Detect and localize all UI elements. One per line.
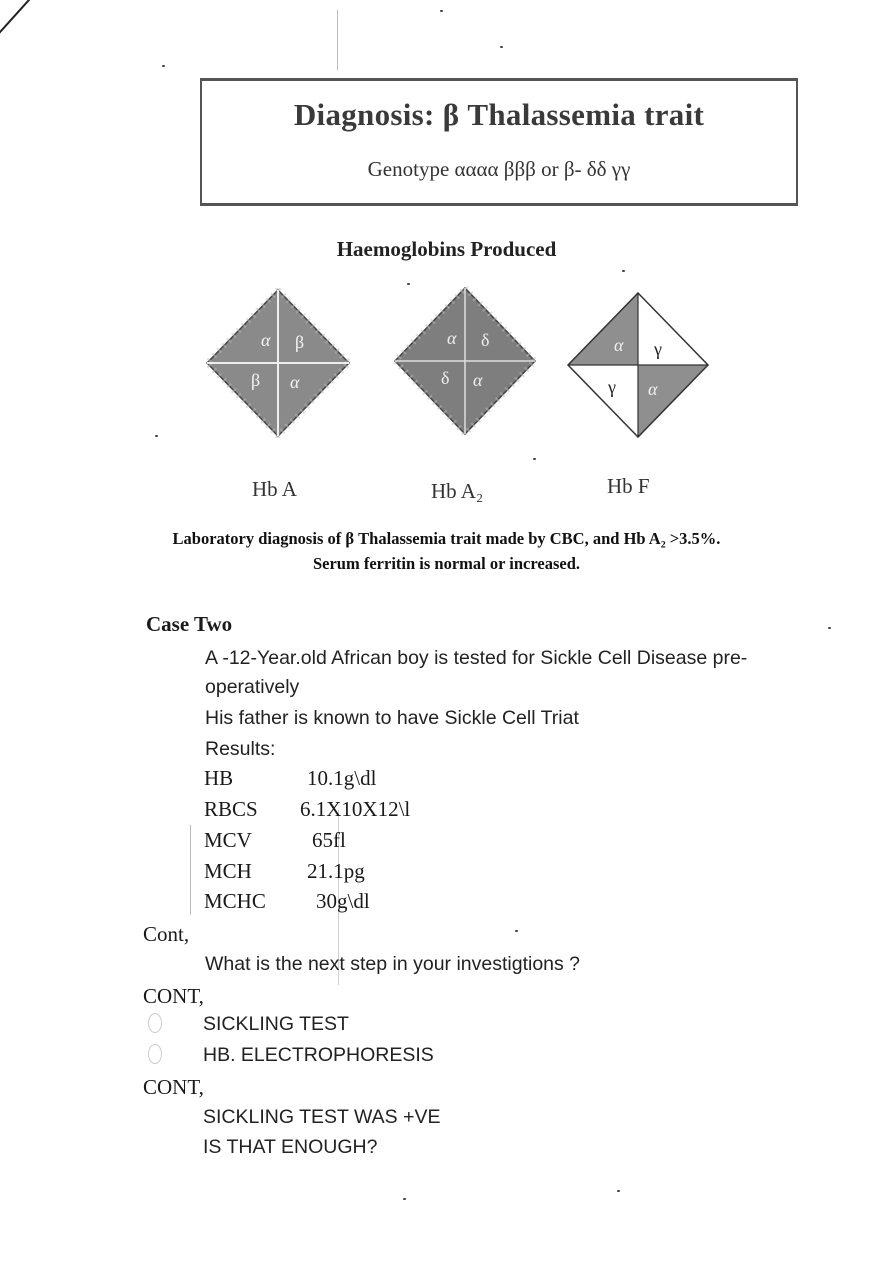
- hb-a2-chain-label: δ: [481, 330, 490, 350]
- genotype-line: Genotype αααα βββ or β- δδ γγ: [367, 157, 631, 181]
- hb-a-chain-label: β: [295, 332, 305, 352]
- hb-a-chain-label: β: [251, 370, 261, 390]
- haemoglobins-heading: Haemoglobins Produced: [336, 237, 557, 261]
- hb-a-label: Hb A: [252, 477, 297, 501]
- hb-a2-chain-label: α: [447, 328, 457, 348]
- scan-speck: [155, 435, 158, 437]
- scan-mark-slash: [0, 0, 53, 42]
- diagnosis-title: Diagnosis: β Thalassemia trait: [293, 97, 705, 132]
- scan-speck: [407, 283, 410, 285]
- result-value: 65fl: [312, 828, 346, 852]
- scan-speck: [440, 10, 443, 12]
- hb-a-diagram: [205, 288, 351, 438]
- diagnosis-box: [200, 78, 798, 206]
- hb-f-diagram: [566, 291, 710, 439]
- bullet-circle: [148, 1013, 162, 1033]
- scan-speck: [828, 627, 831, 629]
- hb-a-chain-label: α: [261, 330, 271, 350]
- results-label: Results:: [205, 738, 276, 760]
- hb-f-label: Hb F: [607, 474, 650, 498]
- scan-speck: [515, 930, 518, 932]
- result-value: 10.1g\dl: [307, 766, 377, 790]
- result-value: 21.1pg: [307, 859, 365, 883]
- hb-a2-diagram: [393, 286, 537, 436]
- scan-speck: [500, 46, 503, 48]
- hb-a2-chain-label: α: [473, 370, 483, 390]
- caption-line-1: Laboratory diagnosis of β Thalassemia trait made by CBC, and Hb A₂ >3.5%.: [172, 529, 721, 548]
- step-item: IS THAT ENOUGH?: [203, 1136, 378, 1158]
- result-name: MCH: [204, 859, 252, 883]
- hb-f-chain-label: α: [614, 335, 624, 355]
- question-text: What is the next step in your investigtions ?: [205, 953, 581, 975]
- scan-speck: [162, 65, 165, 67]
- result-value: 30g\dl: [316, 889, 370, 913]
- hb-f-chain-label: γ: [608, 377, 616, 397]
- scan-speck: [622, 270, 625, 272]
- cont-label: CONT,: [143, 984, 204, 1008]
- hb-a2-chain-label: δ: [441, 368, 450, 388]
- step-item: SICKLING TEST WAS +VE: [203, 1106, 441, 1128]
- cont-label: CONT,: [143, 1075, 204, 1099]
- result-name: MCHC: [204, 889, 266, 913]
- caption-line-2: Serum ferritin is normal or increased.: [312, 554, 580, 573]
- cont-label: Cont,: [143, 922, 190, 946]
- hb-a-chain-label: α: [290, 372, 300, 392]
- case-title: Case Two: [146, 612, 233, 636]
- bullet-circle: [148, 1044, 162, 1064]
- result-name: HB: [204, 766, 234, 790]
- step-item: SICKLING TEST: [203, 1013, 349, 1035]
- scan-speck: [617, 1190, 620, 1192]
- result-value: 6.1X10X12\l: [300, 797, 411, 821]
- scan-speck: [533, 458, 536, 460]
- case-text-line: His father is known to have Sickle Cell Triat: [205, 707, 579, 729]
- scan-line: [337, 10, 338, 70]
- scan-speck: [403, 1198, 406, 1200]
- hb-a2-label: Hb A₂: [431, 479, 484, 503]
- result-name: MCV: [204, 828, 252, 852]
- hb-f-chain-label: γ: [654, 339, 662, 359]
- hb-f-chain-label: α: [648, 379, 658, 399]
- case-text-line: A -12-Year.old African boy is tested for Sickle Cell Disease pre-: [205, 647, 748, 669]
- case-text-line: operatively: [205, 676, 300, 698]
- step-item: HB. ELECTROPHORESIS: [203, 1044, 434, 1066]
- result-name: RBCS: [204, 797, 258, 821]
- scan-line: [190, 825, 191, 915]
